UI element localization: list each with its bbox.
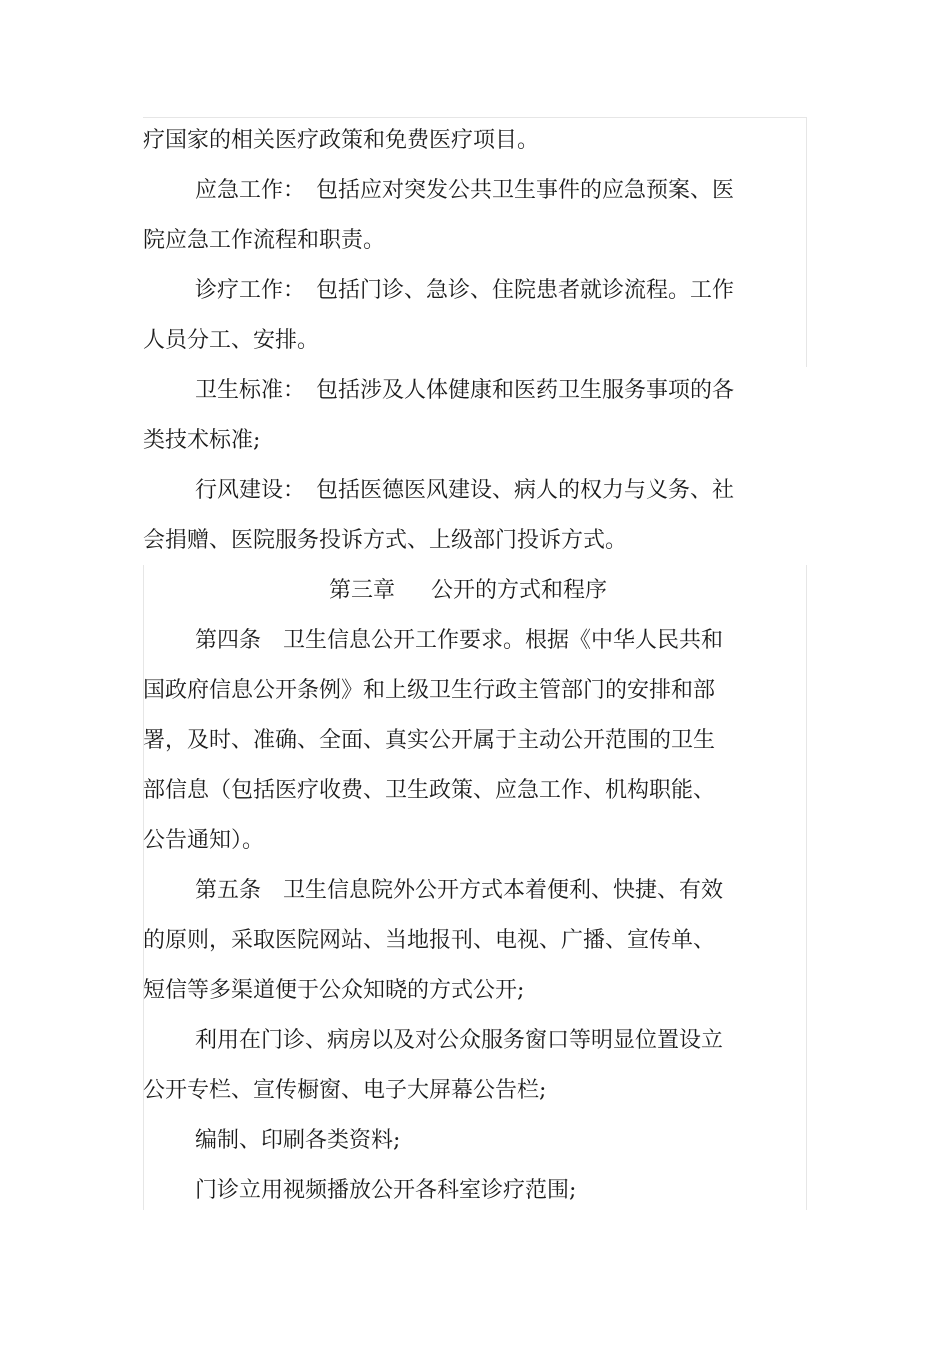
paragraph-standards-line-1: 卫生标准： 包括涉及人体健康和医药卫生服务事项的各	[195, 378, 735, 403]
chapter-title: 公开的方式和程序	[431, 578, 608, 603]
paragraph-diagnosis-line-2: 人员分工、安排。	[143, 328, 320, 353]
frame-right-line-lower	[806, 565, 807, 1210]
paragraph-diagnosis-line-1: 诊疗工作： 包括门诊、急诊、住院患者就诊流程。工作	[195, 278, 735, 303]
article-5-line-1: 第五条 卫生信息院外公开方式本着便利、快捷、有效	[195, 878, 724, 903]
article-4-line-1: 第四条 卫生信息公开工作要求。根据《中华人民共和	[195, 628, 724, 653]
article-4-line-3: 署，及时、准确、全面、真实公开属于主动公开范围的卫生	[143, 728, 716, 753]
article-5-line-3: 短信等多渠道便于公众知晓的方式公开;	[143, 978, 525, 1003]
paragraph-bulletin-line-2: 公开专栏、宣传橱窗、电子大屏幕公告栏;	[143, 1078, 547, 1103]
paragraph-standards-line-2: 类技术标准;	[143, 428, 261, 453]
paragraph-video: 门诊立用视频播放公开各科室诊疗范围;	[195, 1178, 577, 1203]
paragraph-conduct-line-2: 会捐赠、医院服务投诉方式、上级部门投诉方式。	[143, 528, 628, 553]
article-4-line-5: 公告通知）。	[143, 828, 265, 853]
article-5-line-2: 的原则，采取医院网站、当地报刊、电视、广播、宣传单、	[143, 928, 716, 953]
paragraph-printing: 编制、印刷各类资料;	[195, 1128, 401, 1153]
paragraph-emergency-line-1: 应急工作： 包括应对突发公共卫生事件的应急预案、医	[195, 178, 735, 203]
chapter-number: 第三章	[328, 578, 395, 603]
article-4-line-2: 国政府信息公开条例》和上级卫生行政主管部门的安排和部	[143, 678, 716, 703]
article-4-line-4: 部信息（包括医疗收费、卫生政策、应急工作、机构职能、	[143, 778, 716, 803]
chapter-heading	[143, 566, 783, 616]
document-body	[143, 116, 783, 1216]
paragraph-1-line-1: 疗国家的相关医疗政策和免费医疗项目。	[143, 128, 540, 153]
paragraph-emergency-line-2: 院应急工作流程和职责。	[143, 228, 386, 253]
paragraph-bulletin-line-1: 利用在门诊、病房以及对公众服务窗口等明显位置设立	[195, 1028, 724, 1053]
frame-right-line-upper	[806, 117, 807, 367]
paragraph-conduct-line-1: 行风建设： 包括医德医风建设、病人的权力与义务、社	[195, 478, 735, 503]
